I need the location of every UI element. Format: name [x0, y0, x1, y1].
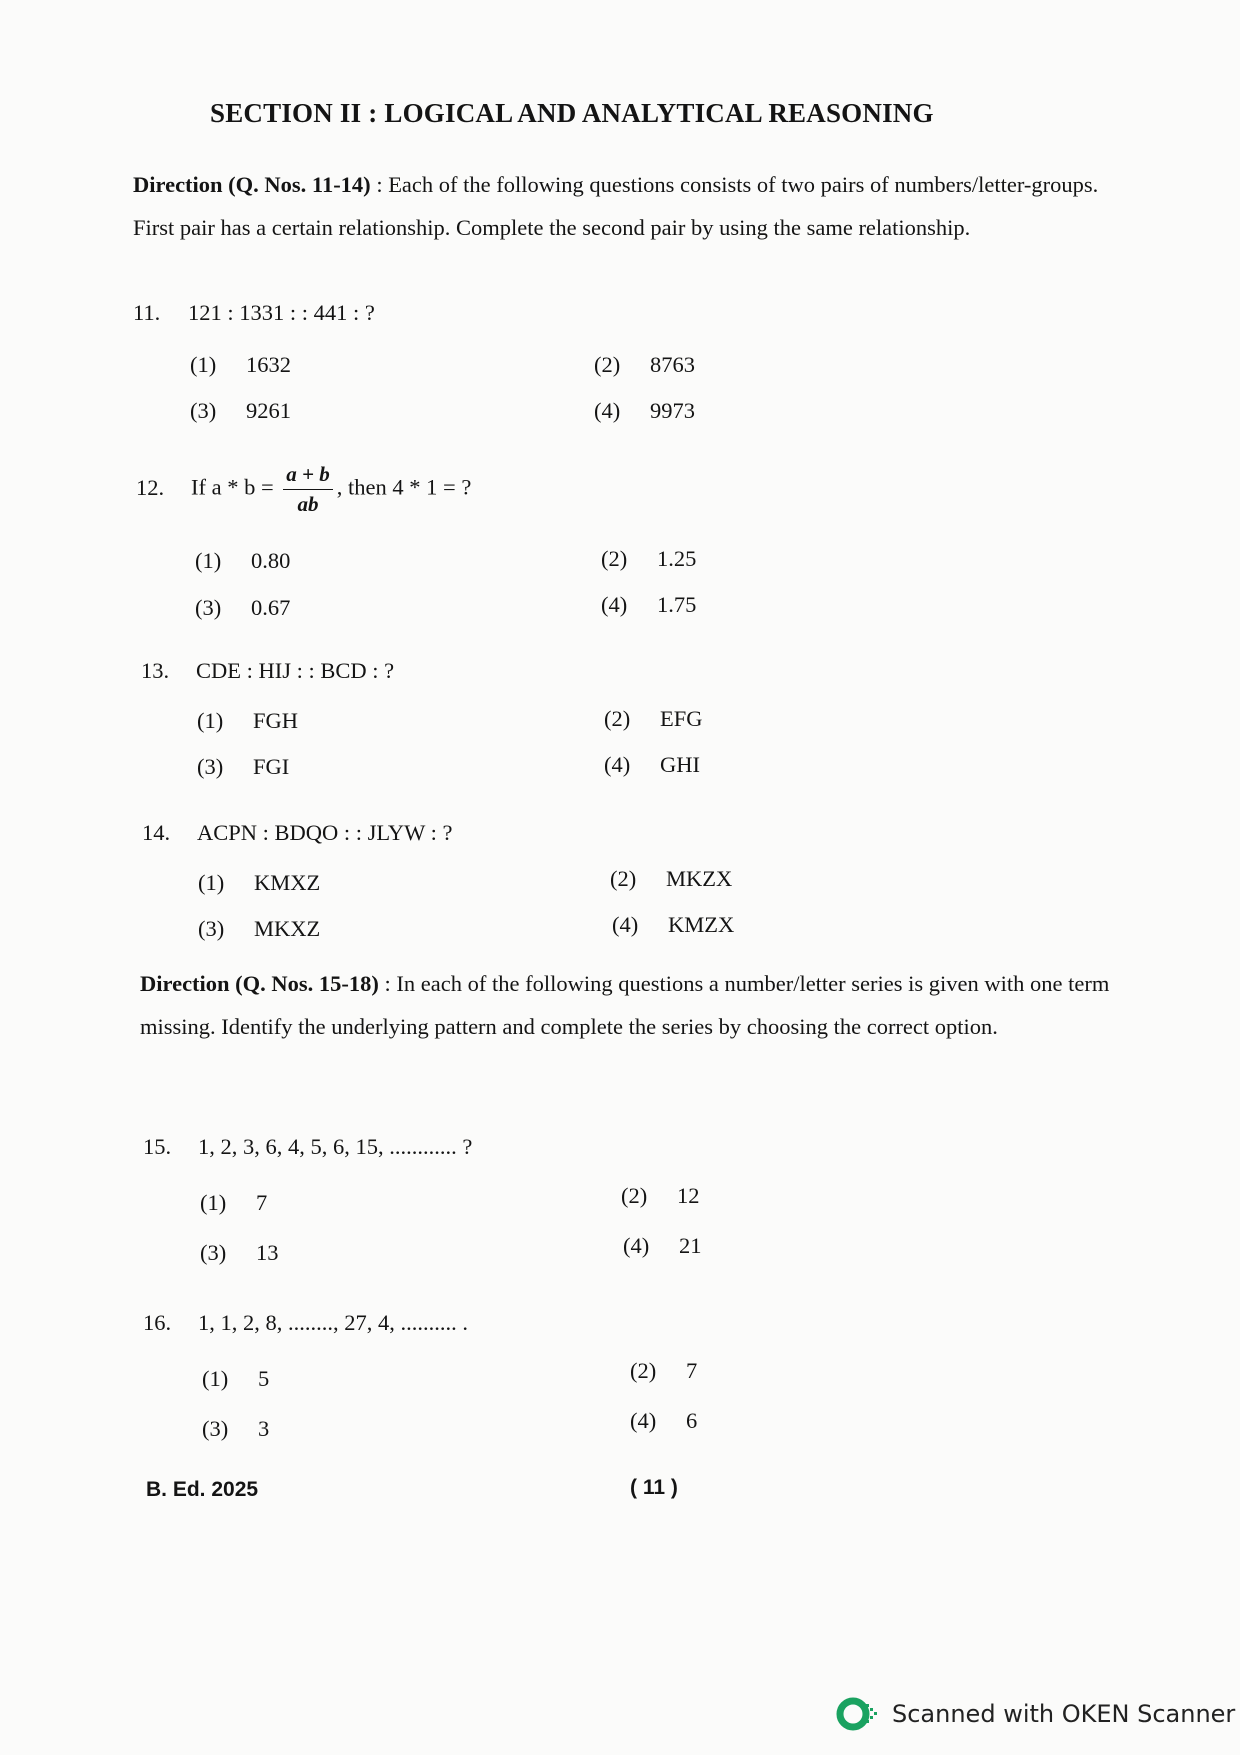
option-value: 3	[258, 1416, 270, 1441]
option-15-2	[621, 1183, 700, 1209]
oken-scanner-logo-icon	[836, 1696, 880, 1732]
option-14-3	[198, 916, 320, 942]
question-text: CDE : HIJ : : BCD : ?	[196, 658, 395, 683]
option-value: 13	[256, 1240, 279, 1265]
option-label: (4)	[623, 1233, 650, 1258]
question-text-after: , then 4 * 1 = ?	[336, 474, 472, 500]
scanner-watermark	[836, 1696, 1235, 1732]
option-value: 7	[256, 1190, 268, 1215]
option-label: (2)	[630, 1358, 657, 1383]
option-label: (3)	[200, 1240, 227, 1265]
fraction	[283, 462, 332, 517]
option-value: MKXZ	[254, 916, 321, 941]
option-15-1	[200, 1190, 267, 1216]
question-number: 16.	[143, 1310, 172, 1335]
question-16	[143, 1310, 468, 1336]
option-label: (3)	[190, 398, 217, 423]
direction-label: Direction (Q. Nos. 11-14)	[133, 172, 371, 197]
fraction-denominator: ab	[297, 492, 319, 516]
question-13	[141, 658, 394, 684]
direction-text: : In each of the following questions a number/letter series is given with one term missing. Identify the underlying pattern and complete the series by choosing the correct option.	[140, 971, 1110, 1039]
exam-footer: B. Ed. 2025	[146, 1478, 259, 1501]
option-label: (1)	[197, 708, 224, 733]
question-number: 12.	[136, 474, 165, 500]
section-title: SECTION II : LOGICAL AND ANALYTICAL REASONING	[210, 98, 934, 128]
option-16-4	[630, 1408, 697, 1434]
option-label: (3)	[195, 595, 222, 620]
option-label: (4)	[601, 592, 628, 617]
option-16-3	[202, 1416, 269, 1442]
option-value: 1.25	[657, 546, 697, 571]
option-14-2	[610, 866, 732, 892]
option-label: (2)	[610, 866, 637, 891]
option-label: (1)	[202, 1366, 229, 1391]
option-value: 5	[258, 1366, 270, 1391]
scanner-text: Scanned with OKEN Scanner	[892, 1700, 1236, 1728]
option-12-1	[195, 548, 290, 574]
option-value: KMXZ	[254, 870, 321, 895]
option-label: (2)	[604, 706, 631, 731]
option-label: (3)	[197, 754, 224, 779]
option-label: (3)	[198, 916, 225, 941]
question-12	[136, 462, 471, 517]
option-value: 21	[679, 1233, 702, 1258]
option-12-3	[195, 595, 290, 621]
fraction-numerator: a + b	[283, 462, 332, 490]
option-value: 0.67	[251, 595, 291, 620]
question-text: 1, 1, 2, 8, ........, 27, 4, .......... .	[198, 1310, 468, 1335]
option-value: 8763	[650, 352, 695, 377]
option-value: 1632	[246, 352, 291, 377]
option-value: 7	[686, 1358, 698, 1383]
option-13-1	[197, 708, 298, 734]
option-value: MKZX	[666, 866, 733, 891]
question-text: 1, 2, 3, 6, 4, 5, 6, 15, ............ ?	[198, 1134, 473, 1159]
question-number: 13.	[141, 658, 170, 683]
option-14-1	[198, 870, 320, 896]
option-13-4	[604, 752, 700, 778]
option-13-2	[604, 706, 703, 732]
question-number: 14.	[142, 820, 171, 845]
option-label: (4)	[612, 912, 639, 937]
option-value: 0.80	[251, 548, 291, 573]
option-label: (2)	[621, 1183, 648, 1208]
question-number: 15.	[143, 1134, 172, 1159]
option-label: (4)	[604, 752, 631, 777]
option-label: (1)	[190, 352, 217, 377]
option-value: FGH	[253, 708, 299, 733]
direction-label: Direction (Q. Nos. 15-18)	[140, 971, 379, 996]
option-value: KMZX	[668, 912, 735, 937]
option-label: (1)	[198, 870, 225, 895]
option-12-2	[601, 546, 696, 572]
question-number: 11.	[133, 300, 161, 325]
option-value: FGI	[253, 754, 290, 779]
question-11	[133, 300, 375, 326]
option-13-3	[197, 754, 289, 780]
option-label: (4)	[630, 1408, 657, 1433]
option-label: (1)	[195, 548, 222, 573]
option-11-1	[190, 352, 291, 378]
option-14-4	[612, 912, 734, 938]
option-value: 1.75	[657, 592, 697, 617]
question-text-before: If a * b =	[191, 474, 274, 500]
question-14	[142, 820, 452, 846]
question-text: 121 : 1331 : : 441 : ?	[188, 300, 375, 325]
option-11-3	[190, 398, 291, 424]
direction-text: : Each of the following questions consists of two pairs of numbers/letter-groups. First pair has a certain relationship. Complete the second pair by using the same relationship.	[133, 172, 1099, 240]
option-16-1	[202, 1366, 269, 1392]
option-11-2	[594, 352, 695, 378]
option-value: 9973	[650, 398, 695, 423]
question-15	[143, 1134, 472, 1160]
option-value: GHI	[660, 752, 700, 777]
page-number: ( 11 )	[630, 1476, 678, 1499]
option-12-4	[601, 592, 696, 618]
option-15-4	[623, 1233, 702, 1259]
direction-15-18	[140, 962, 1150, 1048]
option-label: (4)	[594, 398, 621, 423]
option-label: (2)	[601, 546, 628, 571]
option-15-3	[200, 1240, 279, 1266]
option-label: (3)	[202, 1416, 229, 1441]
direction-11-14	[133, 163, 1103, 249]
option-value: 6	[686, 1408, 698, 1433]
option-value: EFG	[660, 706, 703, 731]
option-label: (2)	[594, 352, 621, 377]
option-value: 9261	[246, 398, 291, 423]
option-value: 12	[677, 1183, 700, 1208]
question-text: ACPN : BDQO : : JLYW : ?	[197, 820, 453, 845]
option-11-4	[594, 398, 695, 424]
option-label: (1)	[200, 1190, 227, 1215]
option-16-2	[630, 1358, 697, 1384]
